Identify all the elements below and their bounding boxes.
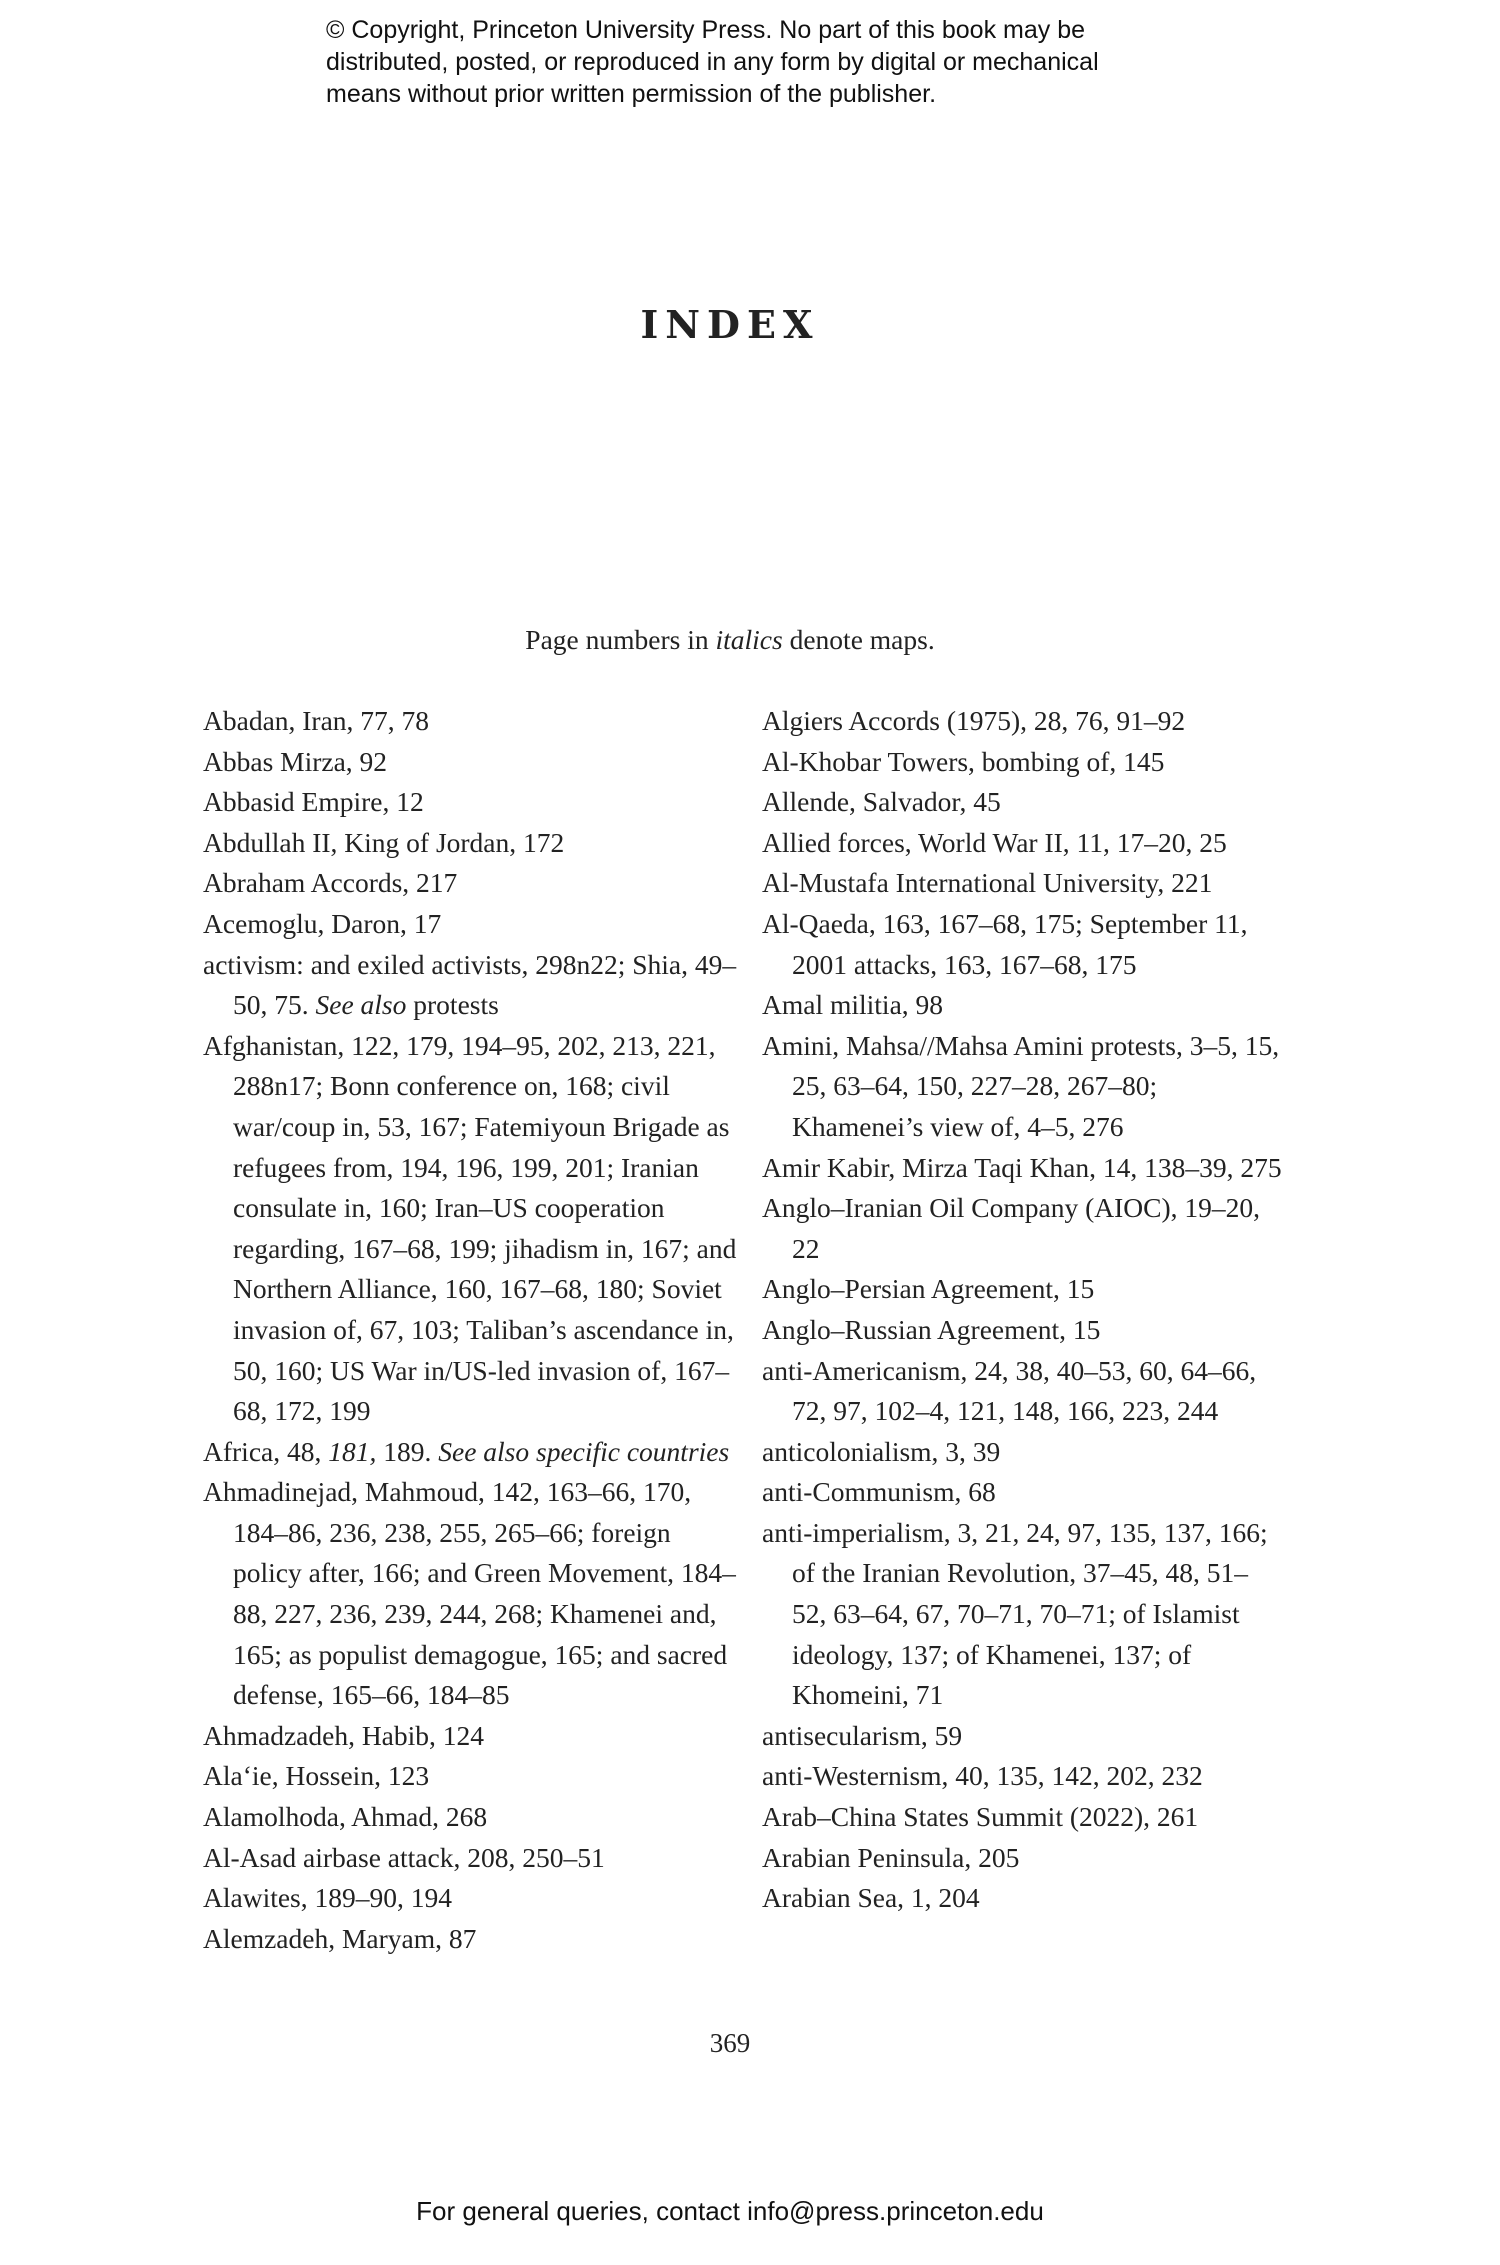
index-entry — [762, 985, 1282, 1026]
index-entry-text: Allied forces, World War II, 11, 17–20, 25 — [762, 826, 1227, 858]
index-entry — [762, 1432, 1282, 1473]
index-entry-text: anti-Americanism, 24, 38, 40–53, 60, 64–66, 72, 97, 102–4, 121, 148, 166, 223, 244 — [762, 1354, 1257, 1427]
index-entry — [762, 1310, 1282, 1351]
page-number: 369 — [709, 2028, 751, 2058]
index-entry-text: Allende, Salvador, 45 — [762, 786, 1001, 818]
index-entry-text: Algiers Accords (1975), 28, 76, 91–92 — [762, 705, 1186, 736]
index-entry-text: antisecularism, 59 — [762, 1719, 963, 1751]
index-entry-text: anti-Communism, 68 — [762, 1476, 996, 1508]
page-title: INDEX — [640, 302, 820, 347]
index-entry — [203, 1797, 738, 1838]
index-entry-text: Ala‘ie, Hossein, 123 — [203, 1760, 430, 1792]
index-entry-text: anti-Westernism, 40, 135, 142, 202, 232 — [762, 1760, 1203, 1792]
index-entry — [762, 1472, 1282, 1513]
index-entry — [762, 904, 1282, 985]
index-entry — [762, 782, 1282, 823]
index-entry-text: Ahmadinejad, Mahmoud, 142, 163–66, 170, 184–86, 236, 238, 255, 265–66; foreign policy after, 166; and Green Movement, 184–88, 227, 236, 239, 244, 268; Khamenei and, 165; as populist demagogue, 165; and sacred defense, 165–66, 184–85 — [203, 1476, 736, 1711]
index-entry-text: Arabian Sea, 1, 204 — [762, 1882, 980, 1914]
index-entry — [762, 742, 1282, 783]
index-entry-text: Alamolhoda, Ahmad, 268 — [203, 1801, 488, 1833]
index-entry-text: Amal militia, 98 — [762, 989, 944, 1021]
index-entry-text: Al-Khobar Towers, bombing of, 145 — [762, 745, 1165, 777]
copyright-notice — [326, 14, 1226, 110]
index-entry — [203, 701, 738, 742]
copyright-line: distributed, posted, or reproduced in any form by digital or mechanical — [326, 48, 1099, 76]
index-entry-text: Amir Kabir, Mirza Taqi Khan, 14, 138–39, 275 — [762, 1151, 1282, 1183]
index-entry — [203, 1919, 738, 1960]
index-entry — [762, 701, 1282, 742]
index-entry-text: Abadan, Iran, 77, 78 — [203, 705, 430, 736]
index-entry — [203, 945, 738, 1026]
index-entry — [203, 1026, 738, 1432]
index-entry — [762, 1513, 1282, 1716]
index-entry-italic: See also specific countries — [438, 1435, 730, 1467]
index-entry-text: Arabian Peninsula, 205 — [762, 1841, 1020, 1873]
index-entry-text: Ahmadzadeh, Habib, 124 — [203, 1719, 485, 1751]
index-entry — [203, 742, 738, 783]
index-note-text: denote maps. — [782, 624, 935, 655]
index-entry-text: Abdullah II, King of Jordan, 172 — [203, 826, 565, 858]
index-entry-text: anticolonialism, 3, 39 — [762, 1435, 1001, 1467]
index-entry — [762, 823, 1282, 864]
index-entry-text: Africa, 48, — [203, 1435, 329, 1467]
index-entry — [762, 1026, 1282, 1148]
index-column-right — [762, 701, 1282, 1919]
copyright-line: © Copyright, Princeton University Press. No part of this book may be — [326, 16, 1086, 44]
index-entry-text: anti-imperialism, 3, 21, 24, 97, 135, 137, 166; of the Iranian Revolution, 37–45, 48, 51–52, 63–64, 67, 70–71, 70–71; of Islamist ideology, 137; of Khamenei, 137; of Khomeini, 71 — [762, 1516, 1268, 1711]
index-entry — [203, 1878, 738, 1919]
index-entry — [762, 863, 1282, 904]
index-entry-text: Abbasid Empire, 12 — [203, 786, 424, 818]
index-entry — [203, 1838, 738, 1879]
index-entry-italic: See also — [315, 989, 407, 1021]
copyright-line: means without prior written permission of the publisher. — [326, 80, 937, 108]
index-entry-text: Al-Qaeda, 163, 167–68, 175; September 11, 2001 attacks, 163, 167–68, 175 — [762, 907, 1248, 980]
index-entry — [762, 1878, 1282, 1919]
index-entry-text: Anglo–Iranian Oil Company (AIOC), 19–20, 22 — [762, 1192, 1260, 1264]
index-entry — [762, 1797, 1282, 1838]
index-note-italic: italics — [715, 624, 783, 655]
footer-contact: For general queries, contact info@press.princeton.edu — [416, 2196, 1044, 2226]
index-entry-text: Arab–China States Summit (2022), 261 — [762, 1801, 1199, 1833]
index-entry-text: Afghanistan, 122, 179, 194–95, 202, 213, 221, 288n17; Bonn conference on, 168; civil war/coup in, 53, 167; Fatemiyoun Brigade as refugees from, 194, 196, 199, 201; Iranian consulate in, 160; Iran–US cooperation regarding, 167–68, 199; jihadism in, 167; and Northern Alliance, 160, 167–68, 180; Soviet invasion of, 67, 103; Taliban’s ascendance in, 50, 160; US War in/US-led invasion of, 167–68, 172, 199 — [203, 1029, 737, 1427]
index-entry-italic: 181, — [328, 1435, 377, 1467]
index-entry-text: Amini, Mahsa//Mahsa Amini protests, 3–5, 15, 25, 63–64, 150, 227–28, 267–80; Khamenei’s view of, 4–5, 276 — [762, 1029, 1280, 1142]
index-note-text: Page numbers in — [525, 624, 716, 655]
index-entry — [203, 863, 738, 904]
index-entry — [762, 1756, 1282, 1797]
index-entry — [203, 1472, 738, 1716]
index-entry-text: activism: and exiled activists, 298n22; Shia, 49–50, 75. — [203, 948, 737, 1021]
index-entry-text: Acemoglu, Daron, 17 — [203, 907, 442, 939]
index-entry — [203, 1432, 738, 1473]
index-entry-text: protests — [406, 989, 499, 1021]
index-entry-text: Abbas Mirza, 92 — [203, 745, 388, 777]
index-entry-text: 189. — [376, 1435, 439, 1467]
index-entry-text: Al-Asad airbase attack, 208, 250–51 — [203, 1841, 605, 1873]
index-entry — [762, 1148, 1282, 1189]
index-entry — [762, 1188, 1282, 1269]
index-entry — [762, 1716, 1282, 1757]
index-entry — [203, 904, 738, 945]
index-note — [0, 624, 1460, 656]
index-entry — [762, 1269, 1282, 1310]
index-entry-text: Anglo–Russian Agreement, 15 — [762, 1313, 1101, 1345]
index-entry — [203, 782, 738, 823]
index-entry-text: Alawites, 189–90, 194 — [203, 1882, 453, 1914]
index-entry-text: Abraham Accords, 217 — [203, 867, 458, 899]
index-entry — [203, 823, 738, 864]
index-entry — [203, 1716, 738, 1757]
index-entry — [203, 1756, 738, 1797]
index-entry — [762, 1838, 1282, 1879]
index-entry-text: Anglo–Persian Agreement, 15 — [762, 1273, 1095, 1305]
index-entry — [762, 1351, 1282, 1432]
index-column-left — [203, 701, 738, 1959]
index-entry-text: Al-Mustafa International University, 221 — [762, 867, 1213, 899]
index-entry-text: Alemzadeh, Maryam, 87 — [203, 1922, 477, 1954]
